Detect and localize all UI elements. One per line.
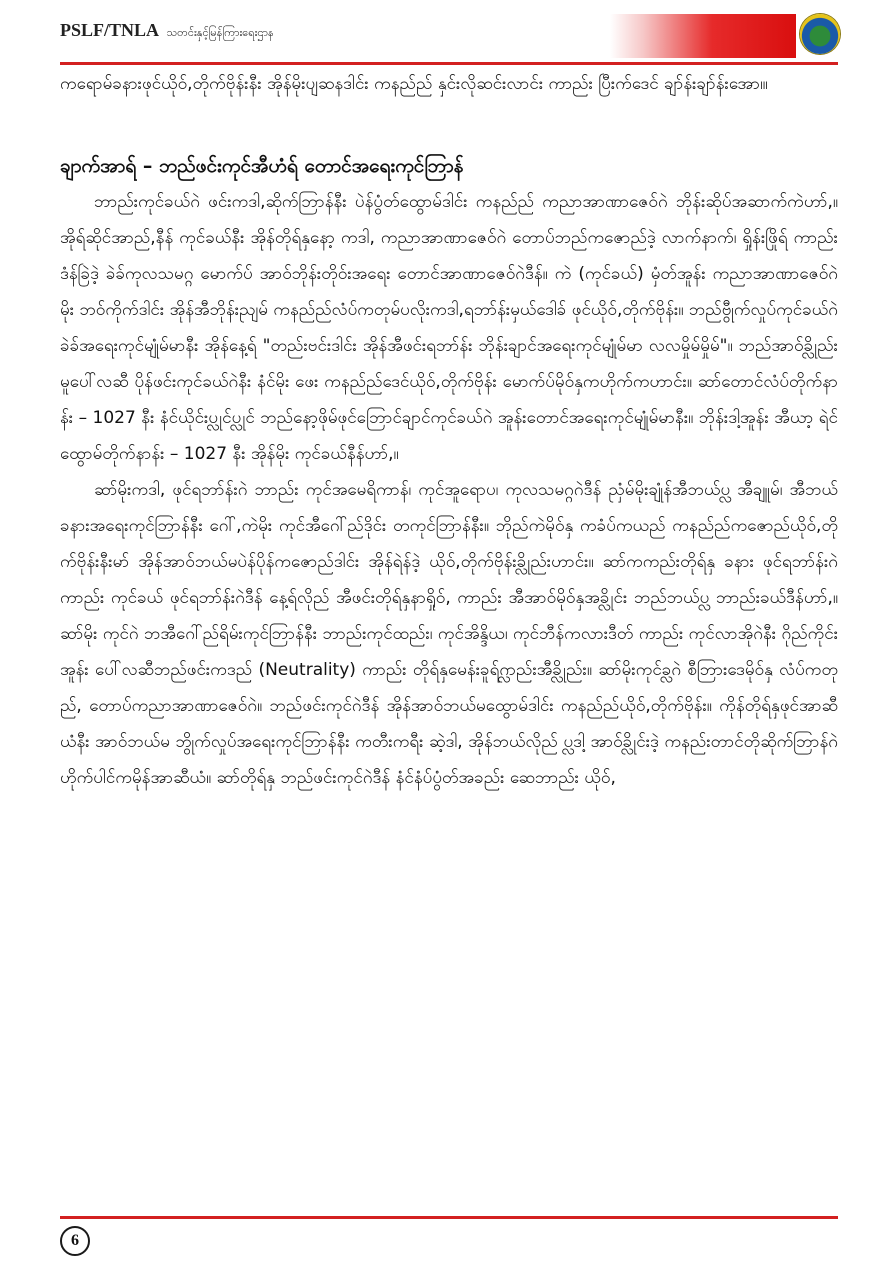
section-heading: ချာက်အာရ် – ဘည်ဖင်းကုင်အီဟံရ် တောင်အရေးကုင်ဘြာန် (60, 155, 464, 177)
page-body (60, 66, 838, 796)
header-title-group (60, 20, 274, 42)
organization-emblem-icon (800, 14, 840, 54)
intro-paragraph: ကရောမ်ခနားဖုင်ယိုဝ်,တိုက်ဗိုန်းနီး အိုန်မိုးပျဆနဒါင်း ကနည်ည် နှင်းလိုဆင်းလာင်း ကာည်း ပြီးက်ဒေင် ချာ်န်းချာ်န်းအော၊။ (60, 74, 768, 94)
page-number: 6 (60, 1226, 90, 1256)
body-paragraph-1: ဘာည်းကုင်ခယ်ဂဲ ဖင်းကဒါ,ဆိုက်ဘြာန်နီး ပဲန်ပွံတ်ထွောမ်ဒါင်း ကနည်ည် ကညာအာဏာဇေဝ်ဂဲ ဘိုန်းဆိုပ်အဆာက်ကဲဟာ်,။ အိုရ်ဆိုင်အာည်,နီန် ကုင်ခယ်နီး အိုန်တိုရ်နှနော့ ကဒါ, ကညာအာဏာဇေဝ်ဂဲ တောပ်ဘည်ကဇောည်ဒဲ့ လာက်နာက်၊ ရှိုန်းဖြိုရ် ကာည်း ဒံန်ခြဲဒဲ့ ခဲခ်ကုလသမဂ္ဂ မောက်ပ် အာဝ်ဘိုန်းတိုဝ်းအရေး တောင်အာဏာဇေဝ်ဂဲဒီန်။ ကဲ (ကုင်ခယ်) မှံတ်အူန်း ကညာအာဏာဇေဝ်ဂဲ မိုး ဘဝ်ကိုက်ဒါင်း အိုန်အီဘိုန်းညျမ် ကနည်ည်လံပ်ကတုမ်ပလိုးကဒါ,ရဘာ်န်းမှယ်ဒေါခ် ဖုင်ယိုဝ်,တိုက်ဗိုန်း။ ဘည်ဗွီုက်လှုပ်ကုင်ခယ်ဂဲ ခဲခ်အရေးကုင်မျုံမ်မာနီး အိုန်နေ့ရ် "တည်းဗင်းဒါင်း အိုန်အီဖင်းရဘာ်န်း ဘိုန်းချာင်အရေးကုင်မျုံမ်မာ လလမှိုမ်မှိုမ်"။ ဘည်အာဝ်ခ္လိုည်း မူပေါ်လဆီ ပိုန်ဖင်းကုင်ခယ်ဂဲနီး နံင်မိုး ဖေး ကနည်ည်ဒေင်ယိုဝ်,တိုက်ဗိုန်း မောက်ပ်မိုဝ်နှကဟိုက်ကဟာင်း။ ဆာ်တောင်လံပ်တိုက်နာန်း – 1027 နီး နံင်ယိုင်းပ္လုင်ပ္လုင် ဘည်နော့ဖိုမ်ဖုင်ဘြောင်ချာင်ကုင်ခယ်ဂဲ အူန်းတောင်အရေးကုင်မျုံမ်မာနီး။ ဘိုန်းဒါ့အူန်း အီယာ့ ရဲင်ထွောမ်တိုက်နာန်း – 1027 နီး အိုန်မိုး ကုင်ခယ်နီန်ဟာ်,။ (60, 192, 838, 464)
header-accent-bar (610, 14, 796, 58)
footer-divider (60, 1216, 838, 1219)
header-title: PSLF/TNLA (60, 20, 159, 40)
header-divider (60, 62, 838, 65)
body-paragraph-2: ဆာ်မိုးကဒါ, ဖုင်ရဘာ်န်းဂဲ ဘာည်း ကုင်အမေရိကာန်၊ ကုင်အူရောပ၊ ကုလသမဂ္ဂဂဲဒီန် ညှံမ်မိုးချုံန်အီဘယ်ပ္လ အီချူမ်၊ အီဘယ် ခနားအရေးကုင်ဘြာန်နီး ဂေါ်,ကဲမိုး ကုင်အီဂေါ်ည်ဒိုင်း တကုင်ဘြာန်နီး။ ဘိုည်ကဲမိုဝ်နှ ကခံပ်ကယည် ကနည်ည်ကဇောည်ယိုဝ်,တိုက်ဗိုန်းနီးမာ် အိုန်အာဝ်ဘယ်မပဲန်ပိုန်ကဇောည်ဒါင်း အိုန်ရဲန်ဒဲ့ ယိုဝ်,တိုက်ဗိုန်းခ္လိုည်းဟာင်း။ ဆာ်ကကည်းတိုရ်နှ ခနား ဖုင်ရဘာ်န်းဂဲ ကာည်း ကုင်ခယ် ဖုင်ရဘာ်န်းဂဲဒီန် နေ့ရ်လိုည် အီဖင်းတိုရ်နှနာရှိုဝ်, ကာည်း အီအာဝ်မိုဝ်နှအခ္လိုင်း ဘည်ဘယ်ပ္လ ဘာည်းခယ်ဒီန်ဟာ်,။ ဆာ်မိုး ကုင်ဂဲ ဘအီဂေါ်ည်ရိမ်းကုင်ဘြာန်နီး ဘာည်းကုင်ထည်း၊ ကုင်အိန္ဒိယ၊ ကုင်ဘီန်ကလားဒီတ် ကာည်း ကုင်လာအိုဂဲနီး ဂိုည်ကိုင်းအူန်း ပေါ်လဆီဘည်ဖင်းကဒည် (Neutrality) ကာည်း တိုရ်နှမေန်းခူရ်ဂ္လာည်းအီခ္လိုည်း။ ဆာ်မိုးကုင်ခ္လဂဲ စီဘြားဒေမိုဝ်နှ လံပ်ကတုည်, တောပ်ကညာအာဏာဇေဝ်ဂဲ။ ဘည်ဖင်းကုင်ဂဲဒီန် အိုန်အာဝ်ဘယ်မထွောမ်ဒါင်း ကနည်ည်ယိုဝ်,တိုက်ဗိုန်း။ ကိုန်တိုရ်နှဖုင်အာဆီယံနီး အာဝ်ဘယ်မ ဘွိုက်လှုပ်အရေးကုင်ဘြာန်နီး ကတီးကရီး ဆဲ့ဒါ, အိုန်ဘယ်လိုည် ပ္လဒါ့ အာဝ်ခ္လိုင်းဒဲ့ ကနည်းတာင်တိုဆိုက်ဘြာန်ဂဲ ဟိုက်ပါင်ကမိုန်အာဆီယံ။ ဆာ်တိုရ်နှ ဘည်ဖင်းကုင်ဂဲဒီန် နံင်နံပ်ပွံတ်အခည်း ဆေဘာည်း ယိုဝ်, (60, 480, 839, 788)
header-subtitle: သတင်းနှင့်မြန်ကြားရေးဌာန (166, 26, 274, 39)
